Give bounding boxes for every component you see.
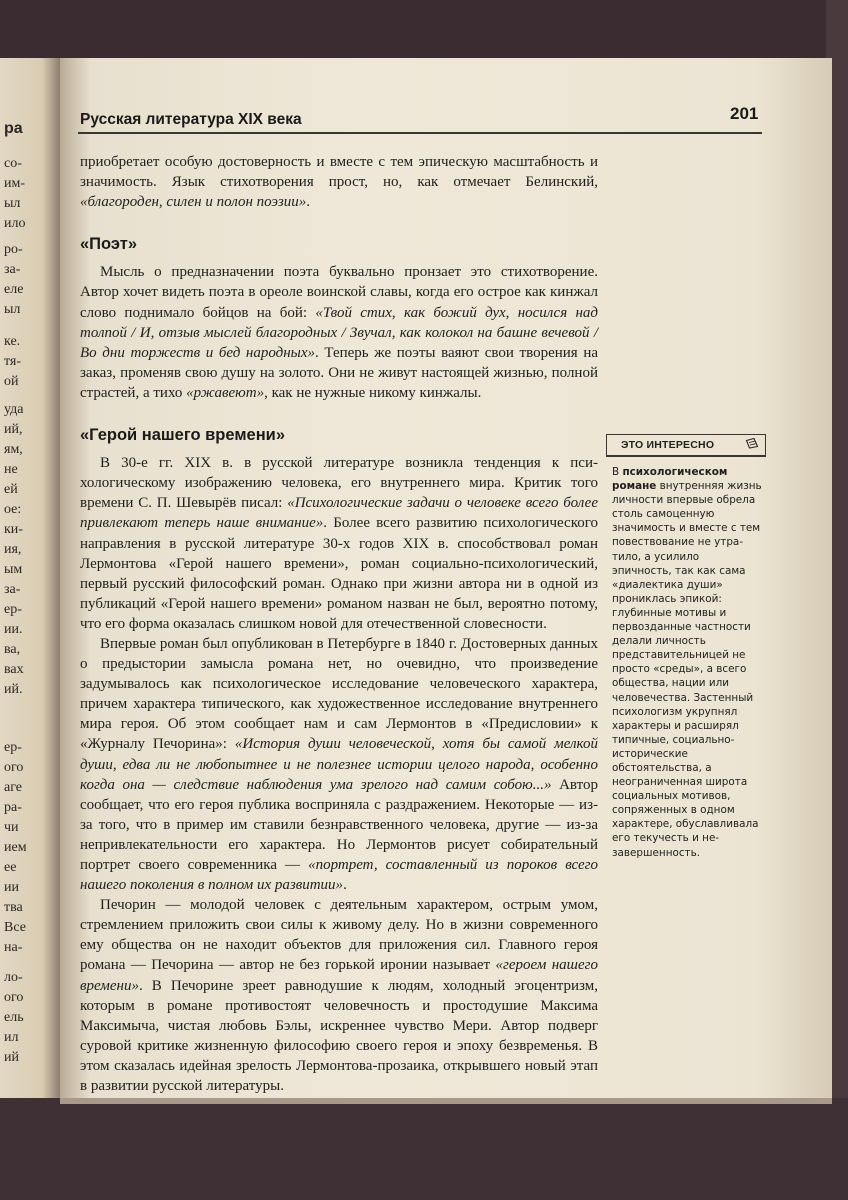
left-fragment: им- xyxy=(4,176,26,191)
sidebar-box xyxy=(606,434,766,860)
left-fragment: ием xyxy=(4,840,27,855)
paragraph: приобретает особую достоверность и вместе с тем эпическую масштабность и значимость. Язык стихотворения прост, но, как отмечает Белинский, «благороден, силен и полон поэзии». xyxy=(80,154,598,211)
note-icon xyxy=(745,437,759,453)
left-fragment: ым xyxy=(4,562,23,577)
header-rule xyxy=(78,132,762,134)
left-fragment: ер- xyxy=(4,740,22,755)
left-fragment: чи xyxy=(4,820,19,835)
left-fragment: ло- xyxy=(4,970,23,985)
left-fragment: ель xyxy=(4,1010,24,1025)
left-fragment: ии. xyxy=(4,622,23,637)
paragraph: В 30-е гг. XIX в. в русской литературе возникла тенденция к психологическому изображению человека, его внутреннего мира. Критик того времени С. П. Шевырёв писал: «Психологические задачи о человеке всего более привлекают теперь наше внимание». Более всего развитию психологического направления в русской литературе 30-х годов XIX в. способствовал роман Лермонтова «Герой нашего времени», роман социально-психологический, первый русский философский роман. Однако при жизни автора ни в одной из публикаций «Герой нашего времени» романом назван не был, вероятно потому, что его форма оказалась слишком новой для отечественной словесности. xyxy=(80,455,599,632)
left-fragment: ра- xyxy=(4,800,22,815)
left-fragment: ыл xyxy=(4,196,21,211)
left-fragment: уда xyxy=(4,402,24,417)
paragraph: Мысль о предназначении поэта буквально пронзает это стихотворение. Автор хочет видеть поэта в ореоле воинской славы, когда его острое как кинжал слово поднимало бойцов на бой: «Твой стих, как божий дух, носился над толпой / И, отзыв мыслей благородных / Звучал, как колокол на башне вечевой / Во дни торжеств и бед народных». Теперь же поэты ваяют свои творения на заказ, променяв свою душу на золото. Они не живут настоящей жизнью, полной страстей, а тихо «ржавеют», как не нужные никому кинжалы. xyxy=(80,264,598,401)
section-title-poet: «Поэт» xyxy=(80,235,138,254)
left-fragment: тя- xyxy=(4,354,22,369)
left-fragment: ило xyxy=(4,216,26,231)
left-fragment: аге xyxy=(4,780,22,795)
running-title: Русская литература XIX века xyxy=(80,111,302,128)
left-fragment: за- xyxy=(4,262,21,277)
left-fragment: ки- xyxy=(4,522,23,537)
paragraph: Впервые роман был опубликован в Петербурге в 1840 г. Достоверных данных о предыстории замысла романа нет, но очевидно, что произведение задумывалось как психологическое исследование человеческого характера, причем характера типического, как художественное исследование внутреннего мира героя. Об этом сообщает нам и сам Лермонтов в «Предисловии» к «Журналу Печорина»: «История души человеческой, хотя бы самой мелкой души, едва ли не любопытнее и не полезнее истории целого народа, особенно когда она — следствие наблюдения ума зрелого над самим собою...» Автор сообщает, что его героя публика восприняла с раздражением. Некоторые — из-за того, что в пример им ставили безнравственного человека, другие — из-за непривлекательности его характера. Но Лермонтов рисует собирательный портрет своего современника — «портрет, составленный из пороков всего нашего поколения в полном их развитии». xyxy=(80,635,598,894)
left-fragment: ия, xyxy=(4,542,22,557)
sidebar-title: ЭТО ИНТЕРЕСНО xyxy=(621,438,715,451)
page-bottom-edge xyxy=(60,1098,832,1104)
left-fragment: ям, xyxy=(4,442,23,457)
left-fragment: ро- xyxy=(4,242,23,257)
paragraph: Печорин — молодой человек с деятельным характером, острым умом, стремлением приложить свои силы к живому делу. Но в жизни современного ему общества он не находит объектов для приложения сил. Главного героя романа — Печорина — автор не без горькой иронии называет «героем нашего времени». В Печорине зреет равнодушие к людям, холодный эгоцентризм, которым в романе противостоят человечность и простодушие Максима Максимыча, чистая любовь Бэлы, искреннее чувство Мери. Автор подверг суровой критике жизненную философию своего героя и эпоху безвременья. В этом сказалась идейная зрелость Лермонтова-прозаика, открывшего новый этап в развитии русской литературы. xyxy=(80,897,598,1095)
left-fragment: на- xyxy=(4,940,23,955)
left-fragment: ии xyxy=(4,880,19,895)
left-fragment: вах xyxy=(4,662,24,677)
background-top xyxy=(0,0,848,58)
left-fragment: ра xyxy=(4,120,23,137)
left-fragment: ий xyxy=(4,1050,19,1065)
page-number: 201 xyxy=(730,104,759,123)
left-fragment: еле xyxy=(4,282,24,297)
left-fragment: тва xyxy=(4,900,23,915)
left-fragment: ке. xyxy=(4,334,21,349)
left-fragment: ого xyxy=(4,760,24,775)
left-fragment: ий, xyxy=(4,422,23,437)
left-fragment: ий. xyxy=(4,682,23,697)
left-fragment: ого xyxy=(4,990,24,1005)
section-title-hero: «Герой нашего времени» xyxy=(80,426,285,445)
background-bottom xyxy=(0,1098,848,1200)
left-fragment: ее xyxy=(4,860,17,875)
left-fragment: ой xyxy=(4,374,19,389)
left-fragment: Все xyxy=(4,920,26,935)
left-fragment: ва, xyxy=(4,642,21,657)
left-fragment: ей xyxy=(4,482,18,497)
sidebar-text: В психологическом романе внутренняя жизнь личности впервые обрела столь самоценную значимость и вместе с тем повествование не утратило, а усилило эпичность, так как сама «диалектика души» прониклась эпикой: глубинные мотивы и первозданные частности делали личность представительницей не просто «среды», а всего общества, нации или человечества. Застенный психологизм укрупнял характеры и расширял типичные, социально-исторические обстоятельства, а неограниченная широта социальных мотивов, сопряженных в одном характере, обуславливала его текучесть и незавершенность. xyxy=(612,466,762,859)
main-text-column xyxy=(80,152,598,1096)
left-fragment: ыл xyxy=(4,302,21,317)
left-fragment: ое: xyxy=(4,502,22,517)
left-fragment: ер- xyxy=(4,602,22,617)
left-fragment: ил xyxy=(4,1030,19,1045)
left-page-edge xyxy=(0,58,60,1098)
sidebar-header xyxy=(606,434,766,457)
left-fragment: со- xyxy=(4,156,22,171)
left-fragment: за- xyxy=(4,582,21,597)
left-fragment: не xyxy=(4,462,18,477)
